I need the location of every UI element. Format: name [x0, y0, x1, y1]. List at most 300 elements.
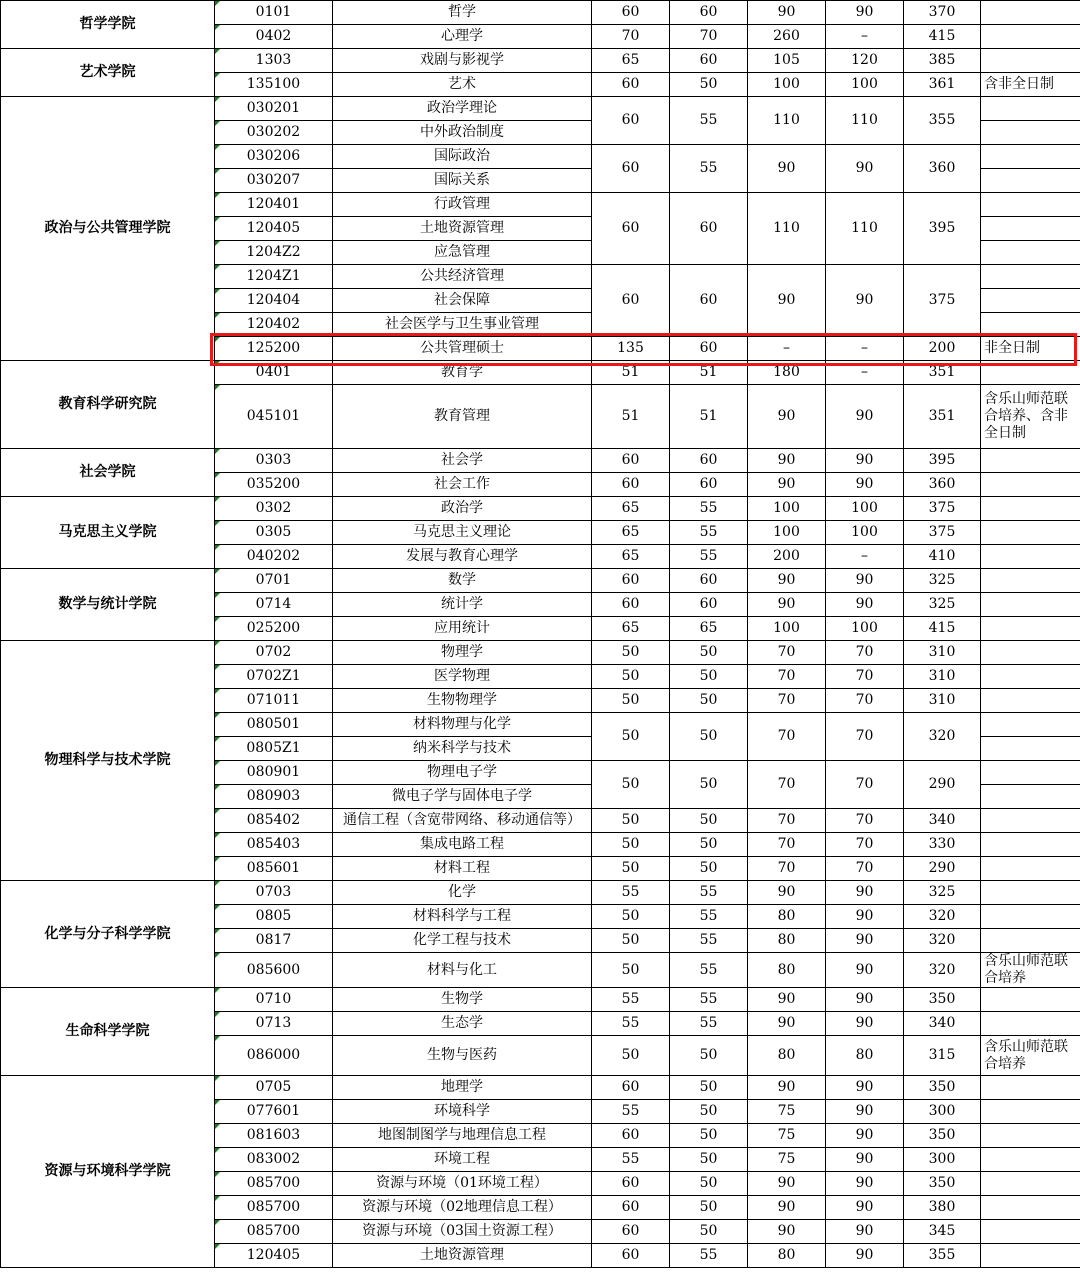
- total-score-cell: 375: [904, 521, 981, 545]
- subject2-score-cell: 70: [826, 833, 904, 857]
- subject1-score-cell: 100: [748, 521, 826, 545]
- major-code-cell: 135100: [215, 73, 333, 97]
- subject1-score-cell: 90: [748, 1, 826, 25]
- major-name-cell: 生态学: [333, 1012, 592, 1036]
- subject2-score-cell: 110: [826, 193, 904, 265]
- foreign-language-score-cell: 65: [670, 617, 748, 641]
- total-score-cell: 375: [904, 265, 981, 337]
- total-score-cell: 290: [904, 761, 981, 809]
- foreign-language-score-cell: 50: [670, 809, 748, 833]
- foreign-language-score-cell: 51: [670, 361, 748, 385]
- note-cell: [981, 737, 1080, 761]
- major-name-cell: 材料科学与工程: [333, 905, 592, 929]
- table-row: [1, 569, 1080, 593]
- subject2-score-cell: 120: [826, 49, 904, 73]
- note-cell: [981, 25, 1080, 49]
- politics-score-cell: 50: [592, 713, 670, 761]
- note-cell: 含乐山师范联合培养: [981, 1036, 1080, 1076]
- major-name-cell: 教育管理: [333, 385, 592, 449]
- note-cell: [981, 121, 1080, 145]
- politics-score-cell: 70: [592, 25, 670, 49]
- major-code-cell: 040202: [215, 545, 333, 569]
- total-score-cell: 320: [904, 929, 981, 953]
- note-cell: [981, 1172, 1080, 1196]
- note-cell: 非全日制: [981, 337, 1080, 361]
- subject2-score-cell: 100: [826, 497, 904, 521]
- politics-score-cell: 135: [592, 337, 670, 361]
- subject1-score-cell: 70: [748, 809, 826, 833]
- politics-score-cell: 60: [592, 569, 670, 593]
- major-code-cell: 0714: [215, 593, 333, 617]
- note-cell: [981, 689, 1080, 713]
- note-cell: [981, 313, 1080, 337]
- total-score-cell: 355: [904, 97, 981, 145]
- subject1-score-cell: 90: [748, 385, 826, 449]
- subject2-score-cell: 70: [826, 689, 904, 713]
- note-cell: 含乐山师范联合培养、含非全日制: [981, 385, 1080, 449]
- major-name-cell: 应用统计: [333, 617, 592, 641]
- note-cell: [981, 641, 1080, 665]
- major-name-cell: 哲学: [333, 1, 592, 25]
- subject2-score-cell: 80: [826, 1036, 904, 1076]
- note-cell: [981, 905, 1080, 929]
- subject1-score-cell: 80: [748, 953, 826, 988]
- politics-score-cell: 60: [592, 473, 670, 497]
- major-name-cell: 环境科学: [333, 1100, 592, 1124]
- foreign-language-score-cell: 50: [670, 1148, 748, 1172]
- note-cell: [981, 713, 1080, 737]
- foreign-language-score-cell: 50: [670, 761, 748, 809]
- note-cell: [981, 833, 1080, 857]
- politics-score-cell: 55: [592, 1012, 670, 1036]
- foreign-language-score-cell: 60: [670, 265, 748, 337]
- note-cell: [981, 97, 1080, 121]
- major-name-cell: 资源与环境（01环境工程）: [333, 1172, 592, 1196]
- major-name-cell: 社会学: [333, 449, 592, 473]
- note-cell: [981, 593, 1080, 617]
- subject1-score-cell: 110: [748, 193, 826, 265]
- total-score-cell: 325: [904, 593, 981, 617]
- major-name-cell: 心理学: [333, 25, 592, 49]
- major-name-cell: 纳米科学与技术: [333, 737, 592, 761]
- major-code-cell: 1303: [215, 49, 333, 73]
- note-cell: [981, 1, 1080, 25]
- subject1-score-cell: 90: [748, 265, 826, 337]
- college-cell: 政治与公共管理学院: [1, 97, 215, 361]
- total-score-cell: 370: [904, 1, 981, 25]
- note-cell: [981, 265, 1080, 289]
- college-cell: 资源与环境科学学院: [1, 1076, 215, 1268]
- major-code-cell: 0713: [215, 1012, 333, 1036]
- total-score-cell: 320: [904, 953, 981, 988]
- foreign-language-score-cell: 55: [670, 881, 748, 905]
- major-name-cell: 集成电路工程: [333, 833, 592, 857]
- subject1-score-cell: 100: [748, 617, 826, 641]
- major-code-cell: 0401: [215, 361, 333, 385]
- foreign-language-score-cell: 50: [670, 1100, 748, 1124]
- politics-score-cell: 65: [592, 49, 670, 73]
- major-name-cell: 艺术: [333, 73, 592, 97]
- subject1-score-cell: 80: [748, 1036, 826, 1076]
- subject2-score-cell: 90: [826, 1124, 904, 1148]
- total-score-cell: 415: [904, 617, 981, 641]
- note-cell: [981, 145, 1080, 169]
- major-code-cell: 0702Z1: [215, 665, 333, 689]
- note-cell: [981, 809, 1080, 833]
- foreign-language-score-cell: 50: [670, 1124, 748, 1148]
- total-score-cell: 315: [904, 1036, 981, 1076]
- subject1-score-cell: 70: [748, 713, 826, 761]
- politics-score-cell: 50: [592, 1036, 670, 1076]
- total-score-cell: 310: [904, 665, 981, 689]
- politics-score-cell: 50: [592, 665, 670, 689]
- total-score-cell: 200: [904, 337, 981, 361]
- politics-score-cell: 60: [592, 1244, 670, 1268]
- subject2-score-cell: 90: [826, 1148, 904, 1172]
- subject1-score-cell: 90: [748, 569, 826, 593]
- subject1-score-cell: 75: [748, 1148, 826, 1172]
- politics-score-cell: 60: [592, 1220, 670, 1244]
- subject2-score-cell: 90: [826, 1244, 904, 1268]
- major-name-cell: 社会工作: [333, 473, 592, 497]
- note-cell: [981, 49, 1080, 73]
- subject1-score-cell: 80: [748, 1244, 826, 1268]
- major-code-cell: 120404: [215, 289, 333, 313]
- table-row: [1, 641, 1080, 665]
- subject1-score-cell: 200: [748, 545, 826, 569]
- politics-score-cell: 60: [592, 145, 670, 193]
- subject1-score-cell: 90: [748, 1220, 826, 1244]
- foreign-language-score-cell: 60: [670, 1, 748, 25]
- total-score-cell: 340: [904, 809, 981, 833]
- foreign-language-score-cell: 50: [670, 1036, 748, 1076]
- subject2-score-cell: –: [826, 361, 904, 385]
- table-row: [1, 97, 1080, 121]
- subject2-score-cell: 90: [826, 145, 904, 193]
- subject2-score-cell: 70: [826, 665, 904, 689]
- note-cell: 含非全日制: [981, 73, 1080, 97]
- major-code-cell: 025200: [215, 617, 333, 641]
- politics-score-cell: 60: [592, 193, 670, 265]
- note-cell: [981, 569, 1080, 593]
- major-name-cell: 应急管理: [333, 241, 592, 265]
- politics-score-cell: 65: [592, 521, 670, 545]
- major-code-cell: 0805Z1: [215, 737, 333, 761]
- major-name-cell: 材料与化工: [333, 953, 592, 988]
- total-score-cell: 350: [904, 1124, 981, 1148]
- major-name-cell: 戏剧与影视学: [333, 49, 592, 73]
- major-name-cell: 政治学理论: [333, 97, 592, 121]
- major-name-cell: 物理电子学: [333, 761, 592, 785]
- major-name-cell: 教育学: [333, 361, 592, 385]
- major-name-cell: 地理学: [333, 1076, 592, 1100]
- total-score-cell: 290: [904, 857, 981, 881]
- major-name-cell: 政治学: [333, 497, 592, 521]
- total-score-cell: 300: [904, 1100, 981, 1124]
- major-name-cell: 材料工程: [333, 857, 592, 881]
- politics-score-cell: 60: [592, 97, 670, 145]
- major-code-cell: 080903: [215, 785, 333, 809]
- foreign-language-score-cell: 60: [670, 449, 748, 473]
- major-name-cell: 土地资源管理: [333, 1244, 592, 1268]
- foreign-language-score-cell: 50: [670, 1196, 748, 1220]
- note-cell: [981, 1220, 1080, 1244]
- foreign-language-score-cell: 55: [670, 988, 748, 1012]
- note-cell: [981, 761, 1080, 785]
- major-name-cell: 化学: [333, 881, 592, 905]
- foreign-language-score-cell: 50: [670, 833, 748, 857]
- total-score-cell: 351: [904, 361, 981, 385]
- major-code-cell: 0817: [215, 929, 333, 953]
- subject1-score-cell: –: [748, 337, 826, 361]
- total-score-cell: 355: [904, 1244, 981, 1268]
- foreign-language-score-cell: 55: [670, 1244, 748, 1268]
- subject1-score-cell: 90: [748, 145, 826, 193]
- foreign-language-score-cell: 50: [670, 1076, 748, 1100]
- major-code-cell: 1204Z2: [215, 241, 333, 265]
- subject1-score-cell: 90: [748, 1172, 826, 1196]
- major-name-cell: 环境工程: [333, 1148, 592, 1172]
- table-row: [1, 449, 1080, 473]
- major-name-cell: 生物与医药: [333, 1036, 592, 1076]
- subject1-score-cell: 260: [748, 25, 826, 49]
- subject1-score-cell: 180: [748, 361, 826, 385]
- subject1-score-cell: 90: [748, 473, 826, 497]
- politics-score-cell: 50: [592, 761, 670, 809]
- major-name-cell: 中外政治制度: [333, 121, 592, 145]
- subject1-score-cell: 80: [748, 929, 826, 953]
- note-cell: [981, 497, 1080, 521]
- foreign-language-score-cell: 60: [670, 569, 748, 593]
- subject2-score-cell: 90: [826, 905, 904, 929]
- subject2-score-cell: 70: [826, 713, 904, 761]
- subject1-score-cell: 75: [748, 1124, 826, 1148]
- major-code-cell: 085700: [215, 1220, 333, 1244]
- subject2-score-cell: –: [826, 25, 904, 49]
- subject1-score-cell: 100: [748, 73, 826, 97]
- politics-score-cell: 60: [592, 73, 670, 97]
- note-cell: [981, 521, 1080, 545]
- major-code-cell: 0101: [215, 1, 333, 25]
- major-name-cell: 行政管理: [333, 193, 592, 217]
- table-row: [1, 361, 1080, 385]
- major-code-cell: 0710: [215, 988, 333, 1012]
- college-cell: 数学与统计学院: [1, 569, 215, 641]
- foreign-language-score-cell: 60: [670, 337, 748, 361]
- subject2-score-cell: 90: [826, 1196, 904, 1220]
- subject2-score-cell: 90: [826, 1220, 904, 1244]
- subject2-score-cell: 90: [826, 1172, 904, 1196]
- subject1-score-cell: 90: [748, 988, 826, 1012]
- note-cell: [981, 988, 1080, 1012]
- politics-score-cell: 50: [592, 953, 670, 988]
- college-cell: 哲学学院: [1, 1, 215, 49]
- foreign-language-score-cell: 55: [670, 97, 748, 145]
- foreign-language-score-cell: 60: [670, 473, 748, 497]
- subject2-score-cell: 70: [826, 809, 904, 833]
- major-code-cell: 030201: [215, 97, 333, 121]
- politics-score-cell: 50: [592, 689, 670, 713]
- major-name-cell: 国际关系: [333, 169, 592, 193]
- note-cell: [981, 929, 1080, 953]
- subject2-score-cell: 90: [826, 929, 904, 953]
- table-row: [1, 988, 1080, 1012]
- total-score-cell: 350: [904, 1076, 981, 1100]
- major-code-cell: 0402: [215, 25, 333, 49]
- total-score-cell: 395: [904, 193, 981, 265]
- subject2-score-cell: 100: [826, 617, 904, 641]
- foreign-language-score-cell: 55: [670, 1012, 748, 1036]
- major-code-cell: 080901: [215, 761, 333, 785]
- major-name-cell: 社会医学与卫生事业管理: [333, 313, 592, 337]
- major-code-cell: 080501: [215, 713, 333, 737]
- politics-score-cell: 60: [592, 1, 670, 25]
- politics-score-cell: 60: [592, 593, 670, 617]
- note-cell: [981, 473, 1080, 497]
- major-name-cell: 医学物理: [333, 665, 592, 689]
- major-code-cell: 0705: [215, 1076, 333, 1100]
- subject1-score-cell: 80: [748, 905, 826, 929]
- politics-score-cell: 51: [592, 385, 670, 449]
- total-score-cell: 351: [904, 385, 981, 449]
- table-row: [1, 497, 1080, 521]
- note-cell: [981, 785, 1080, 809]
- major-code-cell: 035200: [215, 473, 333, 497]
- major-code-cell: 030207: [215, 169, 333, 193]
- note-cell: [981, 449, 1080, 473]
- politics-score-cell: 51: [592, 361, 670, 385]
- total-score-cell: 380: [904, 1196, 981, 1220]
- college-cell: 艺术学院: [1, 49, 215, 97]
- major-code-cell: 085403: [215, 833, 333, 857]
- note-cell: [981, 289, 1080, 313]
- subject2-score-cell: –: [826, 545, 904, 569]
- note-cell: [981, 881, 1080, 905]
- foreign-language-score-cell: 60: [670, 593, 748, 617]
- politics-score-cell: 60: [592, 1124, 670, 1148]
- college-cell: 生命科学学院: [1, 988, 215, 1076]
- major-code-cell: 0703: [215, 881, 333, 905]
- subject1-score-cell: 70: [748, 833, 826, 857]
- note-cell: [981, 857, 1080, 881]
- major-code-cell: 085601: [215, 857, 333, 881]
- note-cell: [981, 361, 1080, 385]
- total-score-cell: 350: [904, 1172, 981, 1196]
- major-code-cell: 083002: [215, 1148, 333, 1172]
- politics-score-cell: 65: [592, 497, 670, 521]
- major-code-cell: 030206: [215, 145, 333, 169]
- major-name-cell: 地图制图学与地理信息工程: [333, 1124, 592, 1148]
- subject2-score-cell: 90: [826, 1076, 904, 1100]
- total-score-cell: 385: [904, 49, 981, 73]
- major-code-cell: 085402: [215, 809, 333, 833]
- major-code-cell: 120401: [215, 193, 333, 217]
- subject2-score-cell: 110: [826, 97, 904, 145]
- foreign-language-score-cell: 51: [670, 385, 748, 449]
- subject1-score-cell: 100: [748, 497, 826, 521]
- subject2-score-cell: 90: [826, 1012, 904, 1036]
- table-row: [1, 1, 1080, 25]
- note-cell: [981, 1244, 1080, 1268]
- major-code-cell: 0805: [215, 905, 333, 929]
- major-code-cell: 0305: [215, 521, 333, 545]
- major-code-cell: 125200: [215, 337, 333, 361]
- major-code-cell: 085700: [215, 1196, 333, 1220]
- note-cell: [981, 217, 1080, 241]
- total-score-cell: 340: [904, 1012, 981, 1036]
- major-name-cell: 资源与环境（03国土资源工程）: [333, 1220, 592, 1244]
- college-cell: 教育科学研究院: [1, 361, 215, 449]
- foreign-language-score-cell: 50: [670, 713, 748, 761]
- major-code-cell: 081603: [215, 1124, 333, 1148]
- foreign-language-score-cell: 50: [670, 73, 748, 97]
- politics-score-cell: 50: [592, 833, 670, 857]
- subject2-score-cell: 90: [826, 988, 904, 1012]
- foreign-language-score-cell: 55: [670, 145, 748, 193]
- subject2-score-cell: 90: [826, 1100, 904, 1124]
- total-score-cell: 300: [904, 1148, 981, 1172]
- foreign-language-score-cell: 55: [670, 905, 748, 929]
- politics-score-cell: 65: [592, 617, 670, 641]
- politics-score-cell: 55: [592, 1148, 670, 1172]
- note-cell: 含乐山师范联合培养: [981, 953, 1080, 988]
- foreign-language-score-cell: 55: [670, 545, 748, 569]
- foreign-language-score-cell: 55: [670, 929, 748, 953]
- major-code-cell: 120402: [215, 313, 333, 337]
- note-cell: [981, 545, 1080, 569]
- subject1-score-cell: 70: [748, 665, 826, 689]
- subject1-score-cell: 70: [748, 857, 826, 881]
- major-code-cell: 120405: [215, 1244, 333, 1268]
- foreign-language-score-cell: 70: [670, 25, 748, 49]
- note-cell: [981, 193, 1080, 217]
- table-row: [1, 881, 1080, 905]
- major-code-cell: 086000: [215, 1036, 333, 1076]
- note-cell: [981, 241, 1080, 265]
- subject1-score-cell: 70: [748, 689, 826, 713]
- note-cell: [981, 1124, 1080, 1148]
- major-name-cell: 公共管理硕士: [333, 337, 592, 361]
- major-code-cell: 0303: [215, 449, 333, 473]
- note-cell: [981, 1076, 1080, 1100]
- subject1-score-cell: 90: [748, 1076, 826, 1100]
- note-cell: [981, 1148, 1080, 1172]
- politics-score-cell: 55: [592, 881, 670, 905]
- subject2-score-cell: 90: [826, 953, 904, 988]
- total-score-cell: 395: [904, 449, 981, 473]
- college-cell: 化学与分子科学学院: [1, 881, 215, 988]
- major-name-cell: 土地资源管理: [333, 217, 592, 241]
- major-name-cell: 材料物理与化学: [333, 713, 592, 737]
- subject2-score-cell: –: [826, 337, 904, 361]
- note-cell: [981, 169, 1080, 193]
- politics-score-cell: 55: [592, 1100, 670, 1124]
- major-code-cell: 045101: [215, 385, 333, 449]
- subject2-score-cell: 90: [826, 593, 904, 617]
- total-score-cell: 415: [904, 25, 981, 49]
- subject2-score-cell: 90: [826, 881, 904, 905]
- major-code-cell: 030202: [215, 121, 333, 145]
- total-score-cell: 375: [904, 497, 981, 521]
- college-cell: 马克思主义学院: [1, 497, 215, 569]
- subject1-score-cell: 110: [748, 97, 826, 145]
- college-cell: 物理科学与技术学院: [1, 641, 215, 881]
- subject2-score-cell: 100: [826, 521, 904, 545]
- subject2-score-cell: 90: [826, 1, 904, 25]
- politics-score-cell: 50: [592, 857, 670, 881]
- total-score-cell: 350: [904, 988, 981, 1012]
- major-code-cell: 1204Z1: [215, 265, 333, 289]
